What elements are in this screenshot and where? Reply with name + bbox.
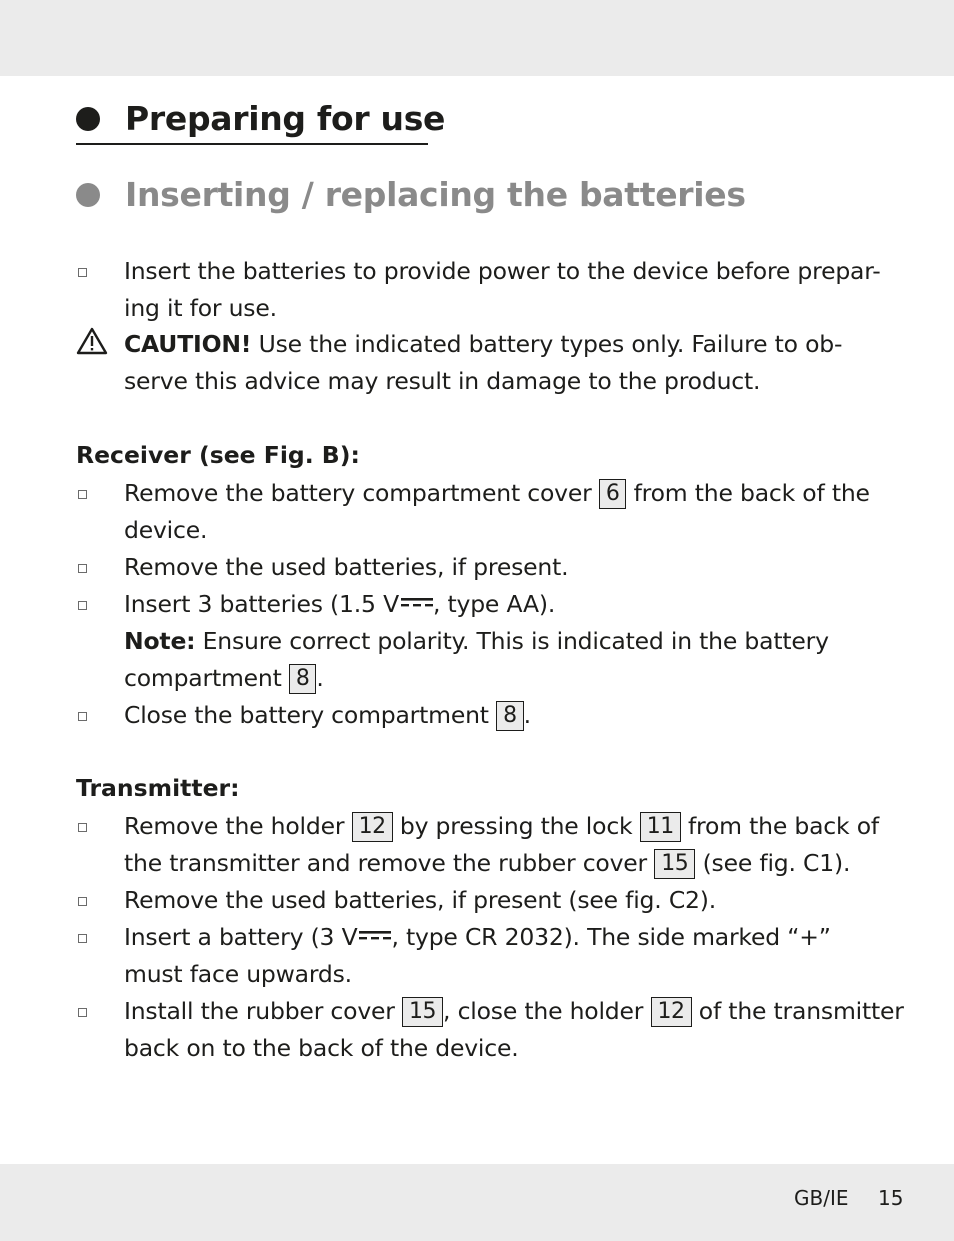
step-line: Remove the used batteries, if present.	[124, 553, 569, 581]
subsection-heading-text: Inserting / replacing the batteries	[125, 175, 746, 214]
page-number: 15	[878, 1186, 904, 1210]
step-line: Remove the used batteries, if present (see fig. C2).	[124, 886, 717, 914]
step-line: Insert a battery (3 V , type CR 2032). The side marked “+”	[124, 923, 831, 951]
note-line: Note: Ensure correct polarity. This is indicated in the battery	[124, 627, 829, 655]
header-band	[0, 0, 954, 76]
checkbox-bullet-icon	[78, 897, 87, 906]
checkbox-bullet-icon	[78, 268, 87, 277]
reference-number: 6	[599, 479, 627, 509]
checkbox-bullet-icon	[78, 564, 87, 573]
intro-line: Insert the batteries to provide power to the device before prepar-	[124, 257, 881, 285]
checkbox-bullet-icon	[78, 934, 87, 943]
step-line: Remove the holder 12 by pressing the lock 11 from the back of	[124, 812, 879, 840]
warning-triangle-icon	[76, 327, 108, 355]
reference-number: 15	[654, 849, 695, 879]
direct-current-symbol-icon	[401, 595, 433, 609]
reference-number: 8	[496, 701, 524, 731]
reference-number: 12	[651, 997, 692, 1027]
section-heading	[76, 96, 445, 142]
reference-number: 8	[289, 664, 317, 694]
note-line: compartment 8 .	[124, 664, 324, 692]
checkbox-bullet-icon	[78, 490, 87, 499]
caution-line: serve this advice may result in damage to the product.	[124, 367, 761, 395]
step-line: Close the battery compartment 8 .	[124, 701, 531, 729]
direct-current-symbol-icon	[359, 928, 391, 942]
transmitter-heading: Transmitter:	[76, 774, 240, 802]
heading-underline	[76, 143, 428, 145]
subsection-heading	[76, 172, 746, 218]
intro-line: ing it for use.	[124, 294, 277, 322]
reference-number: 11	[640, 812, 681, 842]
reference-number: 15	[402, 997, 443, 1027]
caution-line: CAUTION! Use the indicated battery types only. Failure to ob-	[124, 330, 843, 358]
step-line: Insert 3 batteries (1.5 V , type AA).	[124, 590, 556, 618]
subheading-bullet-icon	[76, 183, 100, 207]
step-line: the transmitter and remove the rubber cover 15 (see fig. C1).	[124, 849, 851, 877]
step-line: back on to the back of the device.	[124, 1034, 519, 1062]
checkbox-bullet-icon	[78, 601, 87, 610]
caution-label: CAUTION!	[124, 330, 252, 358]
checkbox-bullet-icon	[78, 712, 87, 721]
note-label: Note:	[124, 627, 196, 655]
heading-bullet-icon	[76, 107, 100, 131]
reference-number: 12	[352, 812, 393, 842]
checkbox-bullet-icon	[78, 1008, 87, 1017]
step-line: Install the rubber cover 15 , close the holder 12 of the transmitter	[124, 997, 904, 1025]
checkbox-bullet-icon	[78, 823, 87, 832]
section-heading-text: Preparing for use	[125, 99, 446, 138]
step-line: device.	[124, 516, 208, 544]
step-line: Remove the battery compartment cover 6 from the back of the	[124, 479, 870, 507]
step-line: must face upwards.	[124, 960, 352, 988]
receiver-heading: Receiver (see Fig. B):	[76, 441, 360, 469]
footer-language: GB/IE	[794, 1186, 849, 1210]
